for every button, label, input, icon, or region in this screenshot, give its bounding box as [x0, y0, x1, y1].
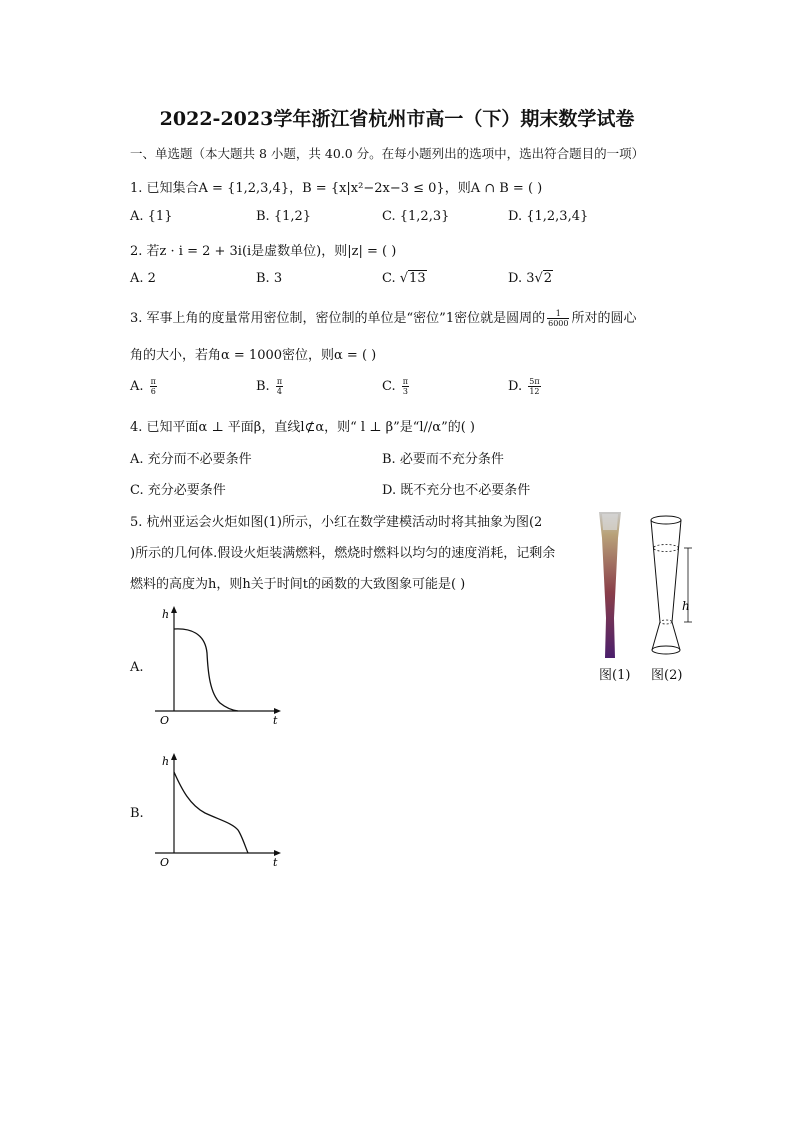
q2-option-d: D. 3√2	[508, 271, 553, 286]
figure-2-caption: 图(2)	[651, 668, 683, 683]
q4-option-b: B. 必要而不充分条件	[382, 452, 504, 467]
question-4-stem: 4. 已知平面α ⊥ 平面β，直线l⊄α，则“ l ⊥ β”是“l//α”的( )	[130, 420, 476, 435]
q2-option-b: B. 3	[256, 271, 283, 286]
q1-option-b: B. {1,2}	[256, 209, 312, 224]
q5-option-b-label: B.	[130, 806, 144, 821]
figure-2-h-label: h	[682, 599, 690, 613]
fraction: $\frac{1}{6000}$	[548, 309, 569, 328]
solid-figure-2	[640, 510, 700, 660]
q3-option-d: D. $\frac{5\pi}{12}$	[508, 377, 540, 396]
q4-option-d: D. 既不充分也不必要条件	[382, 483, 531, 498]
q1-option-d: D. {1,2,3,4}	[508, 209, 589, 224]
graph-a-origin-label: O	[160, 714, 170, 727]
question-1-stem: 1. 已知集合A = {1,2,3,4}，B = {x|x²−2x−3 ≤ 0}，则A ∩ B = ( )	[130, 181, 543, 196]
q3-option-c: C. $\frac{\pi}{3}$	[382, 377, 409, 396]
q4-option-c: C. 充分必要条件	[130, 483, 226, 498]
q2-option-a: A. 2	[130, 271, 156, 286]
question-5-line1: 5. 杭州亚运会火炬如图(1)所示，小红在数学建模活动时将其抽象为图(2	[130, 515, 543, 530]
graph-a-t-label: t	[273, 714, 278, 727]
graph-b-h-label: h	[162, 755, 170, 768]
question-5-line2: )所示的几何体.假设火炬装满燃料，燃烧时燃料以均匀的速度消耗，记剩余	[130, 546, 556, 561]
graph-b-origin-label: O	[160, 856, 170, 869]
question-5-line3: 燃料的高度为h，则h关于时间t的函数的大致图象可能是( )	[130, 577, 466, 592]
q3-option-a: A. $\frac{\pi}{6}$	[130, 377, 156, 396]
q5-option-b-graph	[150, 750, 285, 875]
torch-figure-1	[590, 508, 630, 668]
q5-option-a-label: A.	[130, 660, 144, 675]
question-2-stem: 2. 若z · i = 2 + 3i(i是虚数单位)，则|z| = ( )	[130, 244, 397, 259]
question-3-line1: 3. 军事上角的度量常用密位制，密位制的单位是“密位”1密位就是圆周的 $\frac{1}{6000}$ 所对的圆心	[130, 309, 637, 328]
q1-option-c: C. {1,2,3}	[382, 209, 450, 224]
page-title: 2022-2023学年浙江省杭州市高一（下）期末数学试卷	[159, 108, 635, 130]
q5-option-a-graph	[150, 603, 285, 728]
q1-option-a: A. {1}	[130, 209, 173, 224]
graph-a-h-label: h	[162, 608, 170, 621]
q4-option-a: A. 充分而不必要条件	[130, 452, 252, 467]
question-3-line2: 角的大小，若角α = 1000密位，则α = ( )	[130, 348, 377, 363]
q3-option-b: B. $\frac{\pi}{4}$	[256, 377, 283, 396]
graph-b-t-label: t	[273, 856, 278, 869]
figure-1-caption: 图(1)	[599, 668, 631, 683]
section-heading: 一、单选题（本大题共 8 小题，共 40.0 分。在每小题列出的选项中，选出符合题目的一项）	[130, 146, 645, 161]
q2-option-c: C. √13	[382, 271, 426, 286]
